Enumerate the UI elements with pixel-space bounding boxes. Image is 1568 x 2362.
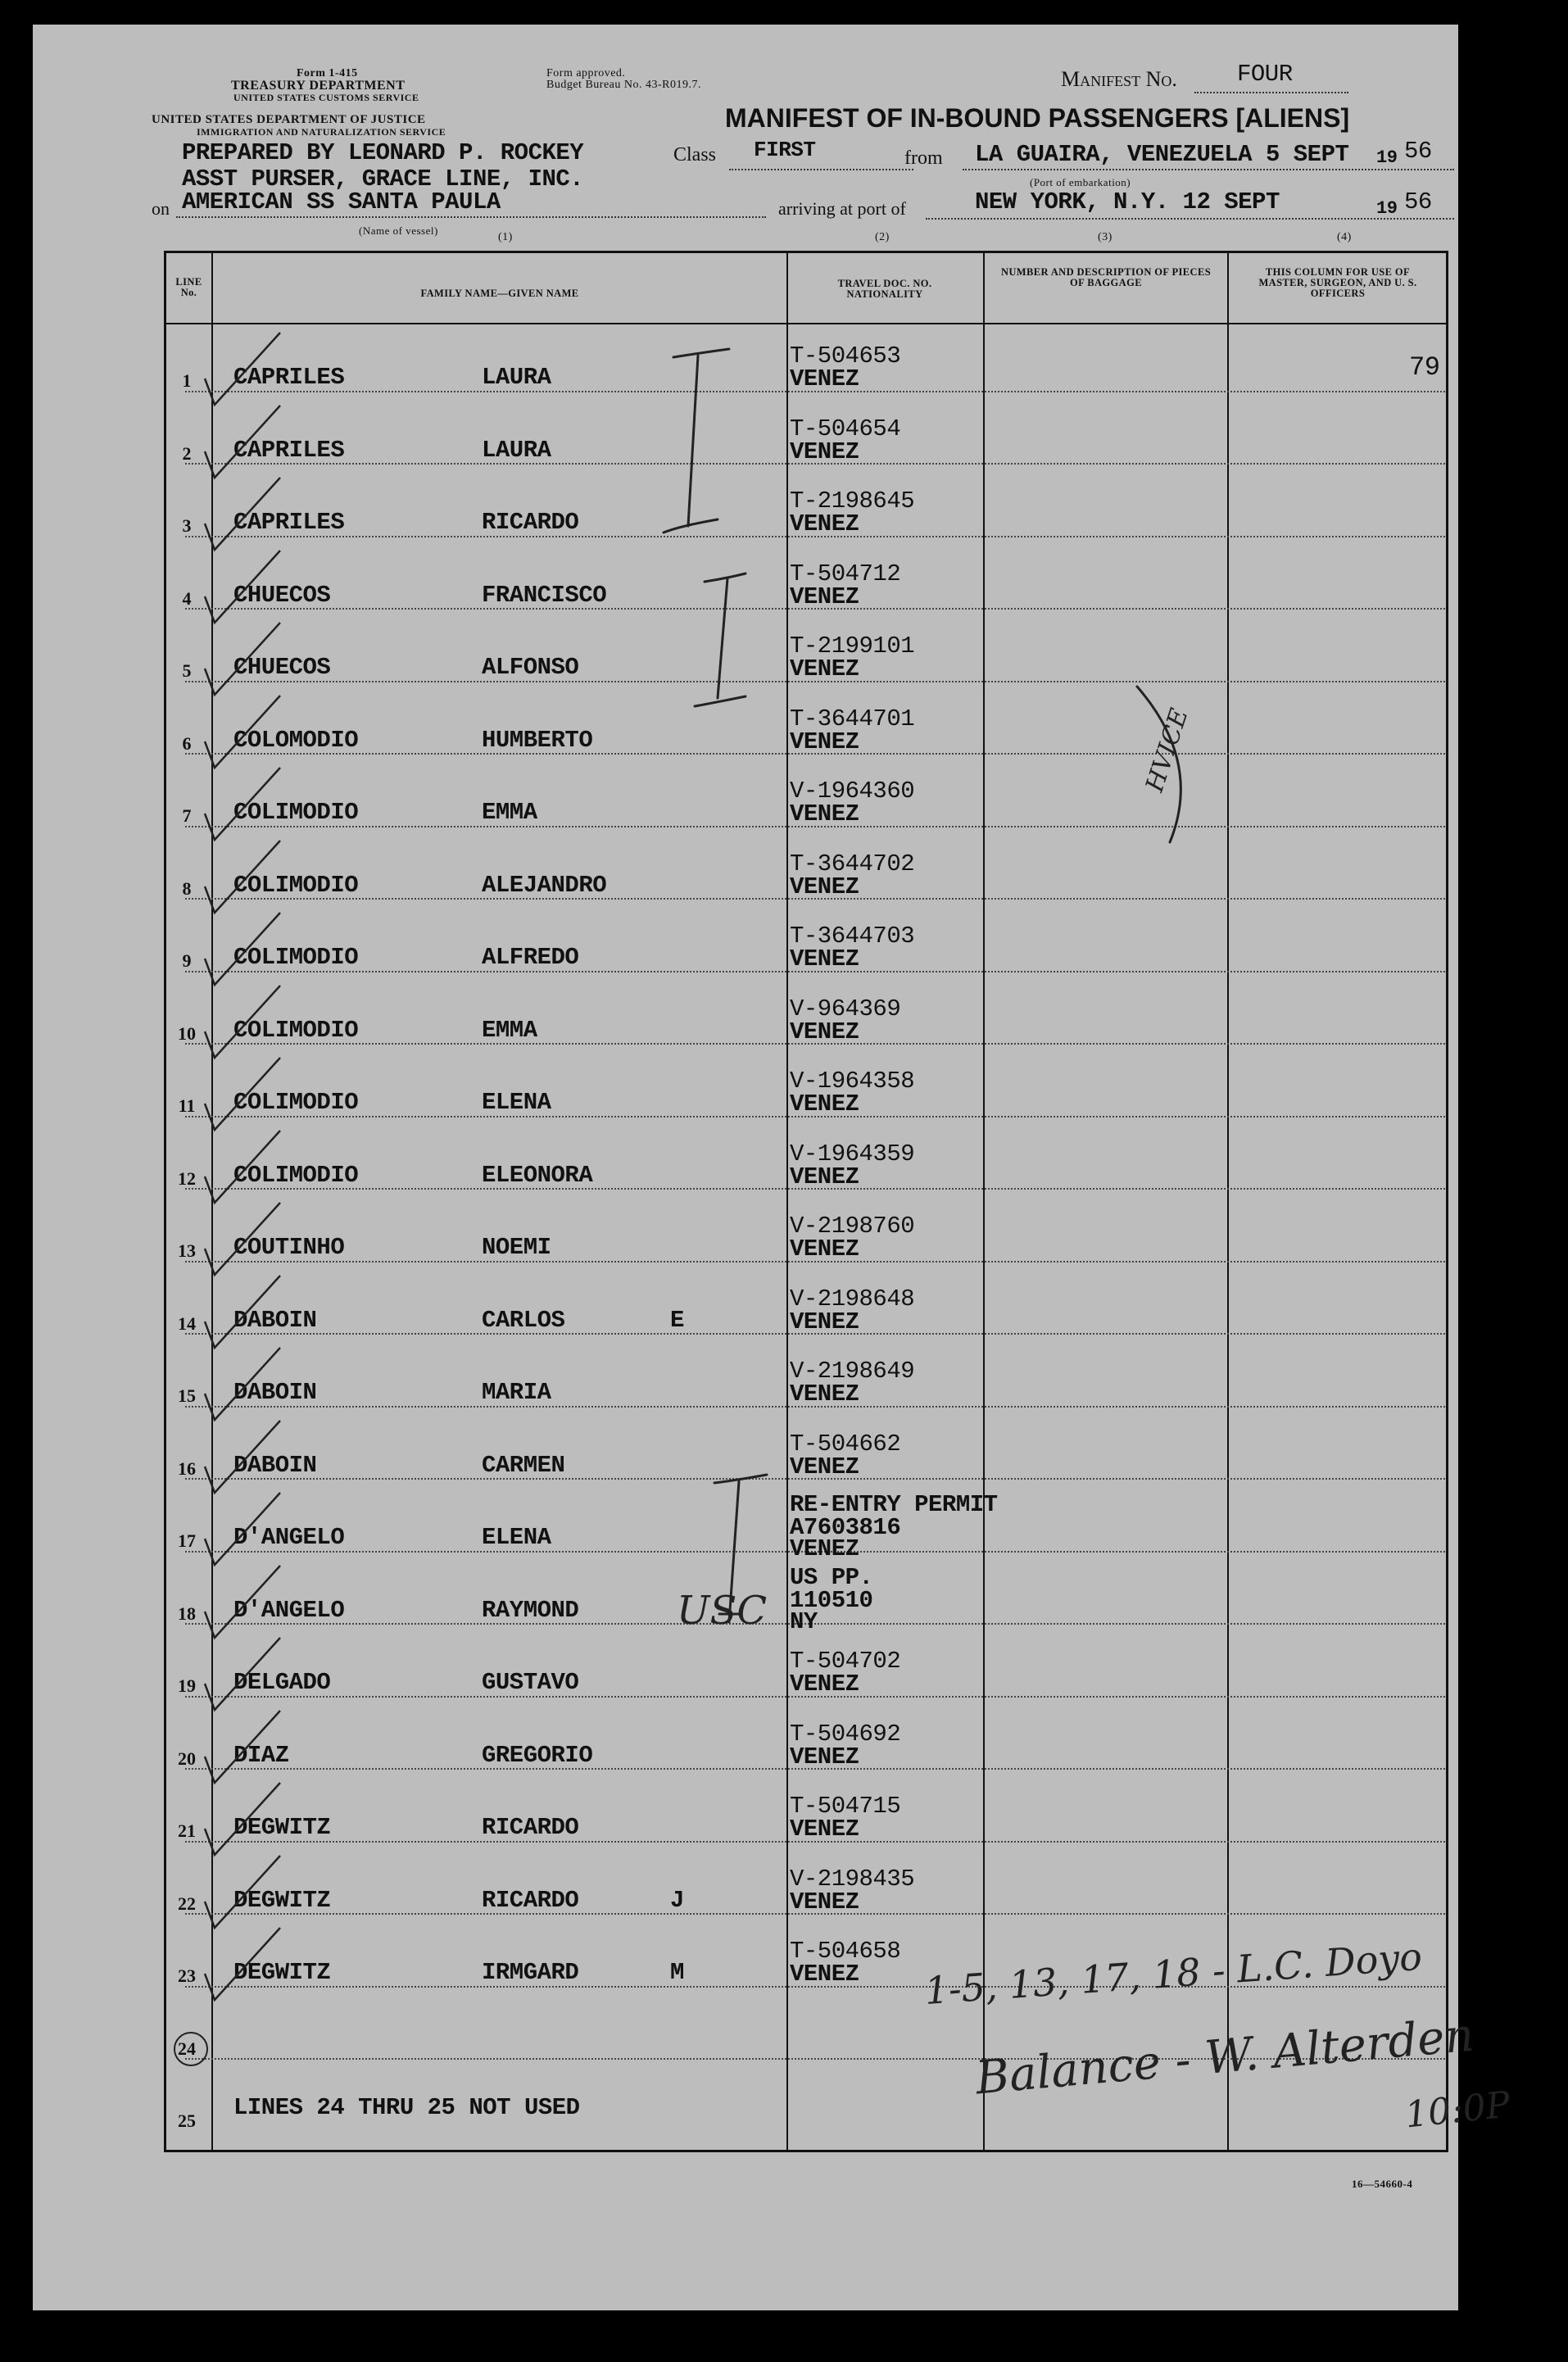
usc-note: USC xyxy=(677,1588,768,1634)
family-name: DEGWITZ xyxy=(233,1814,331,1841)
given-name: ELEONORA xyxy=(482,1161,593,1189)
family-name: DIAZ xyxy=(233,1741,289,1769)
header-baggage: NUMBER AND DESCRIPTION OF PIECES OF BAGGAGE xyxy=(1000,266,1212,288)
header-line-no: LINE No. xyxy=(175,276,202,298)
column-number-4: (4) xyxy=(1337,231,1352,243)
family-name: COLOMODIO xyxy=(233,726,359,754)
travel-doc-number: T-504692 xyxy=(790,1720,901,1748)
nationality: VENEZ xyxy=(790,365,859,392)
line-number: 22 xyxy=(178,1893,196,1914)
travel-doc-number: V-964369 xyxy=(790,995,901,1022)
line-number: 18 xyxy=(178,1603,196,1624)
year-prefix-1: 19 xyxy=(1376,147,1398,168)
nationality: VENEZ xyxy=(790,437,859,465)
line-number: 4 xyxy=(182,587,192,609)
line-number: 13 xyxy=(178,1240,196,1261)
customs-service: UNITED STATES CUSTOMS SERVICE xyxy=(233,92,419,103)
family-name: COLIMODIO xyxy=(233,871,359,899)
travel-doc-number: V-1964360 xyxy=(790,778,915,805)
travel-doc-number: T-504702 xyxy=(790,1648,901,1675)
header-travel-doc: TRAVEL DOC. NO. NATIONALITY xyxy=(837,278,932,300)
given-name: ALFONSO xyxy=(482,654,579,681)
line-number: 14 xyxy=(178,1312,196,1334)
line-number: 7 xyxy=(182,805,192,826)
given-name: ALFREDO xyxy=(482,944,579,971)
name-suffix: E xyxy=(670,1306,684,1334)
nationality: VENEZ xyxy=(790,945,859,972)
travel-doc-number: V-2198435 xyxy=(790,1865,915,1893)
given-name: MARIA xyxy=(482,1379,551,1406)
budget-bureau: Budget Bureau No. 43-R019.7. xyxy=(546,79,701,91)
line-number: 21 xyxy=(178,1820,196,1841)
given-name: ELENA xyxy=(482,1089,551,1116)
form-approved: Form approved. xyxy=(546,67,626,79)
vessel-caption: (Name of vessel) xyxy=(359,224,438,237)
nationality: VENEZ xyxy=(790,1308,859,1335)
year-prefix-2: 19 xyxy=(1376,198,1398,219)
family-name: DABOIN xyxy=(233,1379,317,1406)
given-name: ALEJANDRO xyxy=(482,871,607,899)
given-name: RICARDO xyxy=(482,509,579,536)
family-name: DEGWITZ xyxy=(233,1959,331,1986)
family-name: COUTINHO xyxy=(233,1234,345,1261)
manifest-title: MANIFEST OF IN-BOUND PASSENGERS [ALIENS] xyxy=(725,103,1350,133)
vessel-name: AMERICAN SS SANTA PAULA xyxy=(182,188,501,215)
family-name: DABOIN xyxy=(233,1306,317,1334)
family-name: D'ANGELO xyxy=(233,1524,345,1551)
travel-doc-number: T-504654 xyxy=(790,415,901,442)
travel-doc-line-1: US PP. xyxy=(790,1563,873,1591)
given-name: RAYMOND xyxy=(482,1596,579,1624)
line-number: 1 xyxy=(182,370,192,391)
travel-doc-line-3: NY xyxy=(790,1607,818,1635)
given-name: IRMGARD xyxy=(482,1959,579,1986)
line-number: 20 xyxy=(178,1748,196,1769)
line-number: 25 xyxy=(178,2110,196,2131)
name-suffix: M xyxy=(670,1959,684,1986)
nationality: VENEZ xyxy=(790,1453,859,1480)
travel-doc-number: T-504662 xyxy=(790,1430,901,1458)
port-of-embarkation: LA GUAIRA, VENEZUELA 5 SEPT xyxy=(975,141,1349,168)
line-number: 23 xyxy=(178,1965,196,1986)
embarkation-line xyxy=(963,169,1454,170)
travel-doc-number: T-3644701 xyxy=(790,705,915,732)
manifest-page xyxy=(33,25,1512,2310)
vessel-prefix: on xyxy=(152,198,170,219)
from-label: from xyxy=(904,147,943,169)
line-number: 16 xyxy=(178,1458,196,1479)
department-of-justice: UNITED STATES DEPARTMENT OF JUSTICE xyxy=(152,113,426,126)
manifest-no-label: Manifest No. xyxy=(1061,67,1177,91)
family-name: DABOIN xyxy=(233,1451,317,1479)
nationality: VENEZ xyxy=(790,800,859,827)
handwritten-time: 10:0P xyxy=(1403,2083,1512,2137)
print-code: 16—54660-4 xyxy=(1352,2178,1413,2190)
travel-doc-number: T-3644702 xyxy=(790,850,915,877)
family-name: CHUECOS xyxy=(233,654,331,681)
class-value: FIRST xyxy=(754,138,816,162)
port-caption: (Port of embarkation) xyxy=(1030,176,1131,188)
nationality: VENEZ xyxy=(790,1888,859,1915)
given-name: LAURA xyxy=(482,364,551,391)
travel-doc-number: T-3644703 xyxy=(790,923,915,950)
manifest-no-line xyxy=(1194,92,1348,93)
travel-doc-number: V-1964359 xyxy=(790,1140,915,1167)
officer-number: 79 xyxy=(1409,352,1440,383)
given-name: CARMEN xyxy=(482,1451,565,1479)
nationality: VENEZ xyxy=(790,1671,859,1698)
given-name: NOEMI xyxy=(482,1234,551,1261)
nationality: VENEZ xyxy=(790,1961,859,1988)
travel-doc-line-3: VENEZ xyxy=(790,1535,859,1562)
line-number: 8 xyxy=(182,877,192,899)
travel-doc-number: T-504658 xyxy=(790,1938,901,1965)
given-name: HUMBERTO xyxy=(482,726,593,754)
baggage-note: HVICE xyxy=(1140,705,1194,796)
column-number-1: (1) xyxy=(498,231,513,243)
line-number: 6 xyxy=(182,732,192,754)
column-number-3: (3) xyxy=(1098,231,1113,243)
line-number: 15 xyxy=(178,1385,196,1406)
travel-doc-line-1: RE-ENTRY PERMIT xyxy=(790,1491,998,1518)
nationality: VENEZ xyxy=(790,1235,859,1263)
travel-doc-number: T-504712 xyxy=(790,560,901,587)
family-name: DEGWITZ xyxy=(233,1886,331,1914)
family-name: COLIMODIO xyxy=(233,1016,359,1044)
travel-doc-line-2: A7603816 xyxy=(790,1514,901,1541)
given-name: FRANCISCO xyxy=(482,581,607,609)
line-number: 17 xyxy=(178,1530,196,1551)
nationality: VENEZ xyxy=(790,728,859,755)
table-top-border xyxy=(164,251,1448,253)
column-number-2: (2) xyxy=(875,231,890,243)
table-header-divider xyxy=(164,323,1448,324)
travel-doc-number: T-2199101 xyxy=(790,632,915,660)
prepared-by-line-1: PREPARED BY LEONARD P. ROCKEY xyxy=(182,139,584,166)
family-name: D'ANGELO xyxy=(233,1596,345,1624)
travel-doc-number: T-504715 xyxy=(790,1793,901,1820)
travel-doc-number: V-1964358 xyxy=(790,1068,915,1095)
given-name: GUSTAVO xyxy=(482,1669,579,1696)
manifest-no-value: FOUR xyxy=(1237,61,1293,88)
nationality: VENEZ xyxy=(790,1743,859,1770)
line-number: 24 xyxy=(178,2038,196,2059)
travel-doc-number: T-2198645 xyxy=(790,487,915,515)
travel-doc-number: T-504653 xyxy=(790,342,901,369)
given-name: GREGORIO xyxy=(482,1741,593,1769)
line-number: 5 xyxy=(182,660,192,681)
given-name: ELENA xyxy=(482,1524,551,1551)
nationality: VENEZ xyxy=(790,873,859,900)
travel-doc-number: V-2198760 xyxy=(790,1213,915,1240)
line-number: 9 xyxy=(182,950,192,971)
family-name: CAPRILES xyxy=(233,364,345,391)
treasury-department: TREASURY DEPARTMENT xyxy=(231,79,406,93)
table-right-border xyxy=(1446,251,1448,2152)
travel-doc-line-2: 110510 xyxy=(790,1586,873,1614)
check-mark-icon xyxy=(190,1925,288,2015)
table-left-border xyxy=(164,251,166,2152)
table-bottom-border xyxy=(164,2150,1448,2152)
given-name: CARLOS xyxy=(482,1306,565,1334)
family-name: COLIMODIO xyxy=(233,1089,359,1116)
line-number: 10 xyxy=(178,1022,196,1044)
nationality: VENEZ xyxy=(790,583,859,610)
nationality: VENEZ xyxy=(790,1380,859,1408)
handwritten-signoff-1: 1-5, 13, 17, 18 - L.C. Doyo xyxy=(922,1934,1424,2014)
travel-doc-number: V-2198649 xyxy=(790,1358,915,1385)
header-name: FAMILY NAME—GIVEN NAME xyxy=(420,288,579,299)
not-used-note: LINES 24 THRU 25 NOT USED xyxy=(233,2094,580,2121)
header-officers: THIS COLUMN FOR USE OF MASTER, SURGEON, AND U. S. OFFICERS xyxy=(1258,266,1417,299)
arrival-port: NEW YORK, N.Y. 12 SEPT xyxy=(975,188,1280,215)
line-number: 12 xyxy=(178,1167,196,1189)
immigration-service: IMMIGRATION AND NATURALIZATION SERVICE xyxy=(197,126,446,138)
travel-doc-number: V-2198648 xyxy=(790,1285,915,1312)
family-name: COLIMODIO xyxy=(233,944,359,971)
form-number: Form 1-415 xyxy=(297,67,358,79)
nationality: VENEZ xyxy=(790,1163,859,1190)
class-label: Class xyxy=(673,144,717,165)
family-name: CHUECOS xyxy=(233,581,331,609)
nationality: VENEZ xyxy=(790,1090,859,1118)
given-name: EMMA xyxy=(482,799,537,826)
family-name: DELGADO xyxy=(233,1669,331,1696)
family-name: CAPRILES xyxy=(233,509,345,536)
nationality: VENEZ xyxy=(790,510,859,537)
given-name: RICARDO xyxy=(482,1814,579,1841)
given-name: EMMA xyxy=(482,1016,537,1044)
line-24-circle xyxy=(174,2032,208,2066)
given-name: LAURA xyxy=(482,436,551,464)
name-suffix: J xyxy=(670,1886,684,1914)
prepared-by-line-2: ASST PURSER, GRACE LINE, INC. xyxy=(182,165,584,193)
vessel-line xyxy=(176,216,766,218)
nationality: VENEZ xyxy=(790,1816,859,1843)
line-number: 19 xyxy=(178,1675,196,1696)
handwritten-signoff-2: Balance - W. Alterden xyxy=(973,2008,1476,2106)
year-suffix-2: 56 xyxy=(1404,188,1432,215)
arriving-label: arriving at port of xyxy=(778,198,906,219)
line-number: 3 xyxy=(182,515,192,536)
nationality: VENEZ xyxy=(790,1018,859,1045)
family-name: CAPRILES xyxy=(233,436,345,464)
class-line xyxy=(729,169,913,170)
given-name: RICARDO xyxy=(482,1886,579,1914)
family-name: COLIMODIO xyxy=(233,1161,359,1189)
year-suffix-1: 56 xyxy=(1404,138,1432,165)
line-number: 11 xyxy=(178,1095,196,1116)
arrival-line xyxy=(926,218,1454,220)
line-number: 2 xyxy=(182,442,192,464)
family-name: COLIMODIO xyxy=(233,799,359,826)
nationality: VENEZ xyxy=(790,655,859,682)
